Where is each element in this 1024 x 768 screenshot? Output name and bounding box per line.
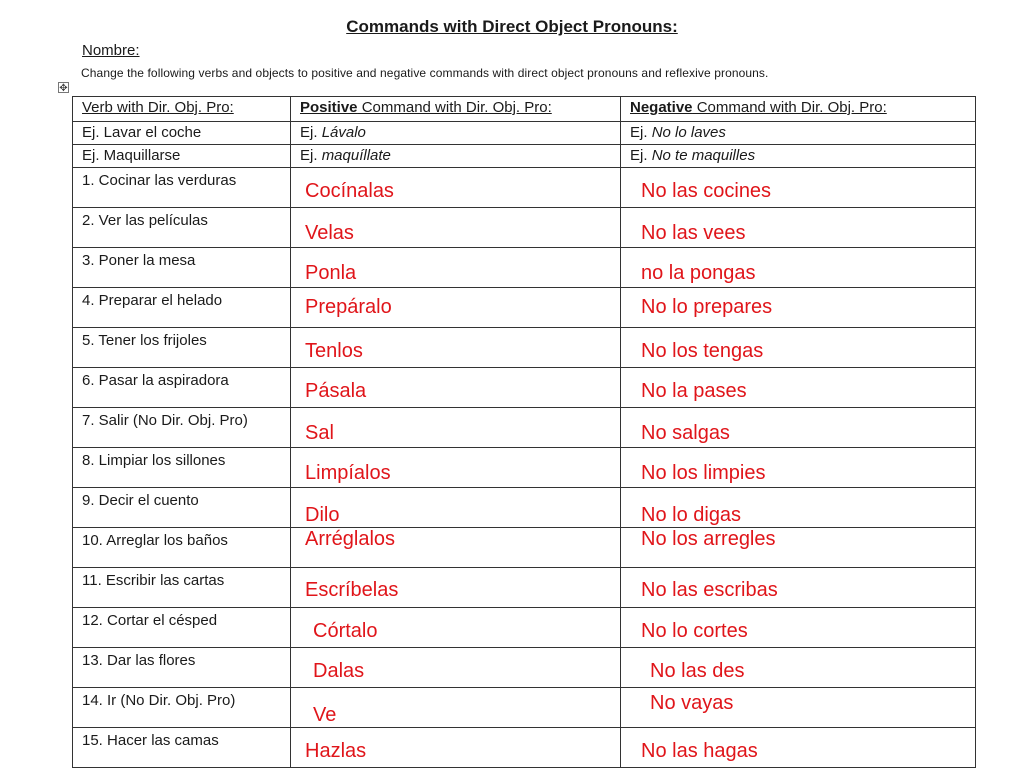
table-row bbox=[73, 168, 976, 208]
table-row bbox=[73, 728, 976, 768]
commands-table bbox=[72, 96, 976, 768]
negative-answer: No lo digas bbox=[641, 504, 742, 526]
example-row bbox=[73, 145, 976, 168]
negative-answer: No los arregles bbox=[641, 528, 776, 550]
negative-cell[interactable] bbox=[621, 168, 976, 208]
positive-answer: Hazlas bbox=[305, 740, 367, 762]
table-row bbox=[73, 488, 976, 528]
positive-cell[interactable] bbox=[291, 608, 621, 648]
verb-text: 8. Limpiar los sillones bbox=[82, 452, 226, 469]
example-negative: Ej. No lo laves bbox=[621, 122, 976, 145]
positive-cell[interactable] bbox=[291, 328, 621, 368]
example-verb: Ej. Maquillarse bbox=[73, 145, 291, 168]
negative-cell[interactable] bbox=[621, 328, 976, 368]
verb-cell bbox=[73, 168, 291, 208]
negative-cell[interactable] bbox=[621, 208, 976, 248]
instructions-text: Change the following verbs and objects to positive and negative commands with direct object pronouns and reflexive pronouns. bbox=[81, 66, 769, 80]
table-row bbox=[73, 528, 976, 568]
verb-text: 11. Escribir las cartas bbox=[82, 572, 225, 589]
example-row bbox=[73, 122, 976, 145]
positive-cell[interactable] bbox=[291, 408, 621, 448]
verb-text: 7. Salir (No Dir. Obj. Pro) bbox=[82, 412, 248, 429]
verb-text: 6. Pasar la aspiradora bbox=[82, 372, 229, 389]
negative-cell[interactable] bbox=[621, 288, 976, 328]
verb-text: 3. Poner la mesa bbox=[82, 252, 196, 269]
negative-cell[interactable] bbox=[621, 728, 976, 768]
negative-cell[interactable] bbox=[621, 568, 976, 608]
positive-answer: Escríbelas bbox=[305, 579, 399, 601]
positive-answer: Limpíalos bbox=[305, 462, 391, 484]
negative-answer: No la pases bbox=[641, 380, 747, 402]
header-positive: Positive Command with Dir. Obj. Pro: bbox=[291, 97, 621, 122]
verb-text: 9. Decir el cuento bbox=[82, 492, 199, 509]
negative-answer: No lo prepares bbox=[641, 296, 773, 318]
table-row bbox=[73, 608, 976, 648]
positive-cell[interactable] bbox=[291, 208, 621, 248]
negative-cell[interactable] bbox=[621, 248, 976, 288]
positive-cell[interactable] bbox=[291, 688, 621, 728]
negative-cell[interactable] bbox=[621, 688, 976, 728]
positive-cell[interactable] bbox=[291, 368, 621, 408]
example-positive: Ej. maquíllate bbox=[291, 145, 621, 168]
positive-answer: Dilo bbox=[305, 504, 340, 526]
verb-text: 1. Cocinar las verduras bbox=[82, 172, 237, 189]
table-row bbox=[73, 328, 976, 368]
table-row bbox=[73, 368, 976, 408]
verb-cell bbox=[73, 328, 291, 368]
nombre-label: Nombre: bbox=[82, 42, 140, 59]
verb-text: 13. Dar las flores bbox=[82, 652, 196, 669]
verb-cell bbox=[73, 288, 291, 328]
verb-cell bbox=[73, 568, 291, 608]
positive-answer: Pásala bbox=[305, 380, 367, 402]
positive-cell[interactable] bbox=[291, 568, 621, 608]
page-title: Commands with Direct Object Pronouns: bbox=[346, 17, 678, 36]
verb-cell bbox=[73, 528, 291, 568]
negative-answer: No vayas bbox=[650, 692, 734, 714]
verb-cell bbox=[73, 248, 291, 288]
header-negative: Negative Command with Dir. Obj. Pro: bbox=[621, 97, 976, 122]
positive-cell[interactable] bbox=[291, 448, 621, 488]
verb-cell bbox=[73, 488, 291, 528]
negative-cell[interactable] bbox=[621, 488, 976, 528]
negative-cell[interactable] bbox=[621, 368, 976, 408]
verb-text: 2. Ver las películas bbox=[82, 212, 208, 229]
negative-cell[interactable] bbox=[621, 648, 976, 688]
header-verb: Verb with Dir. Obj. Pro: bbox=[73, 97, 291, 122]
example-verb: Ej. Lavar el coche bbox=[73, 122, 291, 145]
positive-cell[interactable] bbox=[291, 728, 621, 768]
verb-cell bbox=[73, 648, 291, 688]
verb-cell bbox=[73, 728, 291, 768]
table-row bbox=[73, 288, 976, 328]
table-row bbox=[73, 208, 976, 248]
table-row bbox=[73, 568, 976, 608]
negative-answer: No las cocines bbox=[641, 180, 772, 202]
table-row bbox=[73, 688, 976, 728]
positive-cell[interactable] bbox=[291, 488, 621, 528]
positive-cell[interactable] bbox=[291, 648, 621, 688]
negative-answer: No salgas bbox=[641, 422, 730, 444]
verb-cell bbox=[73, 448, 291, 488]
table-row bbox=[73, 448, 976, 488]
positive-answer: Ponla bbox=[305, 262, 357, 284]
negative-answer: No las hagas bbox=[641, 740, 758, 762]
negative-answer: No lo cortes bbox=[641, 620, 748, 642]
positive-answer: Cocínalas bbox=[305, 180, 394, 202]
negative-answer: no la pongas bbox=[641, 262, 756, 284]
table-row bbox=[73, 648, 976, 688]
positive-answer: Velas bbox=[305, 222, 354, 244]
positive-cell[interactable] bbox=[291, 248, 621, 288]
verb-text: 14. Ir (No Dir. Obj. Pro) bbox=[82, 692, 236, 709]
example-positive: Ej. Lávalo bbox=[291, 122, 621, 145]
positive-cell[interactable] bbox=[291, 168, 621, 208]
positive-answer: Tenlos bbox=[305, 340, 363, 362]
verb-cell bbox=[73, 688, 291, 728]
positive-answer: Dalas bbox=[313, 660, 365, 682]
table-row bbox=[73, 408, 976, 448]
negative-cell[interactable] bbox=[621, 408, 976, 448]
table-row bbox=[73, 248, 976, 288]
negative-answer: No los tengas bbox=[641, 340, 764, 362]
verb-cell bbox=[73, 608, 291, 648]
negative-cell[interactable] bbox=[621, 528, 976, 568]
positive-answer: Ve bbox=[313, 704, 337, 726]
header-row bbox=[73, 97, 976, 122]
negative-answer: No las des bbox=[650, 660, 745, 682]
negative-cell[interactable] bbox=[621, 608, 976, 648]
table-move-handle-icon[interactable]: ✥ bbox=[59, 83, 68, 94]
positive-cell[interactable] bbox=[291, 528, 621, 568]
positive-answer: Córtalo bbox=[313, 620, 378, 642]
verb-text: 4. Preparar el helado bbox=[82, 292, 223, 309]
verb-text: 15. Hacer las camas bbox=[82, 732, 219, 749]
positive-answer: Prepáralo bbox=[305, 296, 392, 318]
positive-answer: Sal bbox=[305, 422, 334, 444]
verb-cell bbox=[73, 368, 291, 408]
verb-text: 10. Arreglar los baños bbox=[82, 532, 228, 549]
negative-answer: No los limpies bbox=[641, 462, 766, 484]
positive-cell[interactable] bbox=[291, 288, 621, 328]
negative-answer: No las escribas bbox=[641, 579, 778, 601]
verb-text: 12. Cortar el césped bbox=[82, 612, 218, 629]
example-negative: Ej. No te maquilles bbox=[621, 145, 976, 168]
verb-cell bbox=[73, 208, 291, 248]
positive-answer: Arréglalos bbox=[305, 528, 396, 550]
verb-cell bbox=[73, 408, 291, 448]
negative-cell[interactable] bbox=[621, 448, 976, 488]
negative-answer: No las vees bbox=[641, 222, 746, 244]
verb-text: 5. Tener los frijoles bbox=[82, 332, 207, 349]
